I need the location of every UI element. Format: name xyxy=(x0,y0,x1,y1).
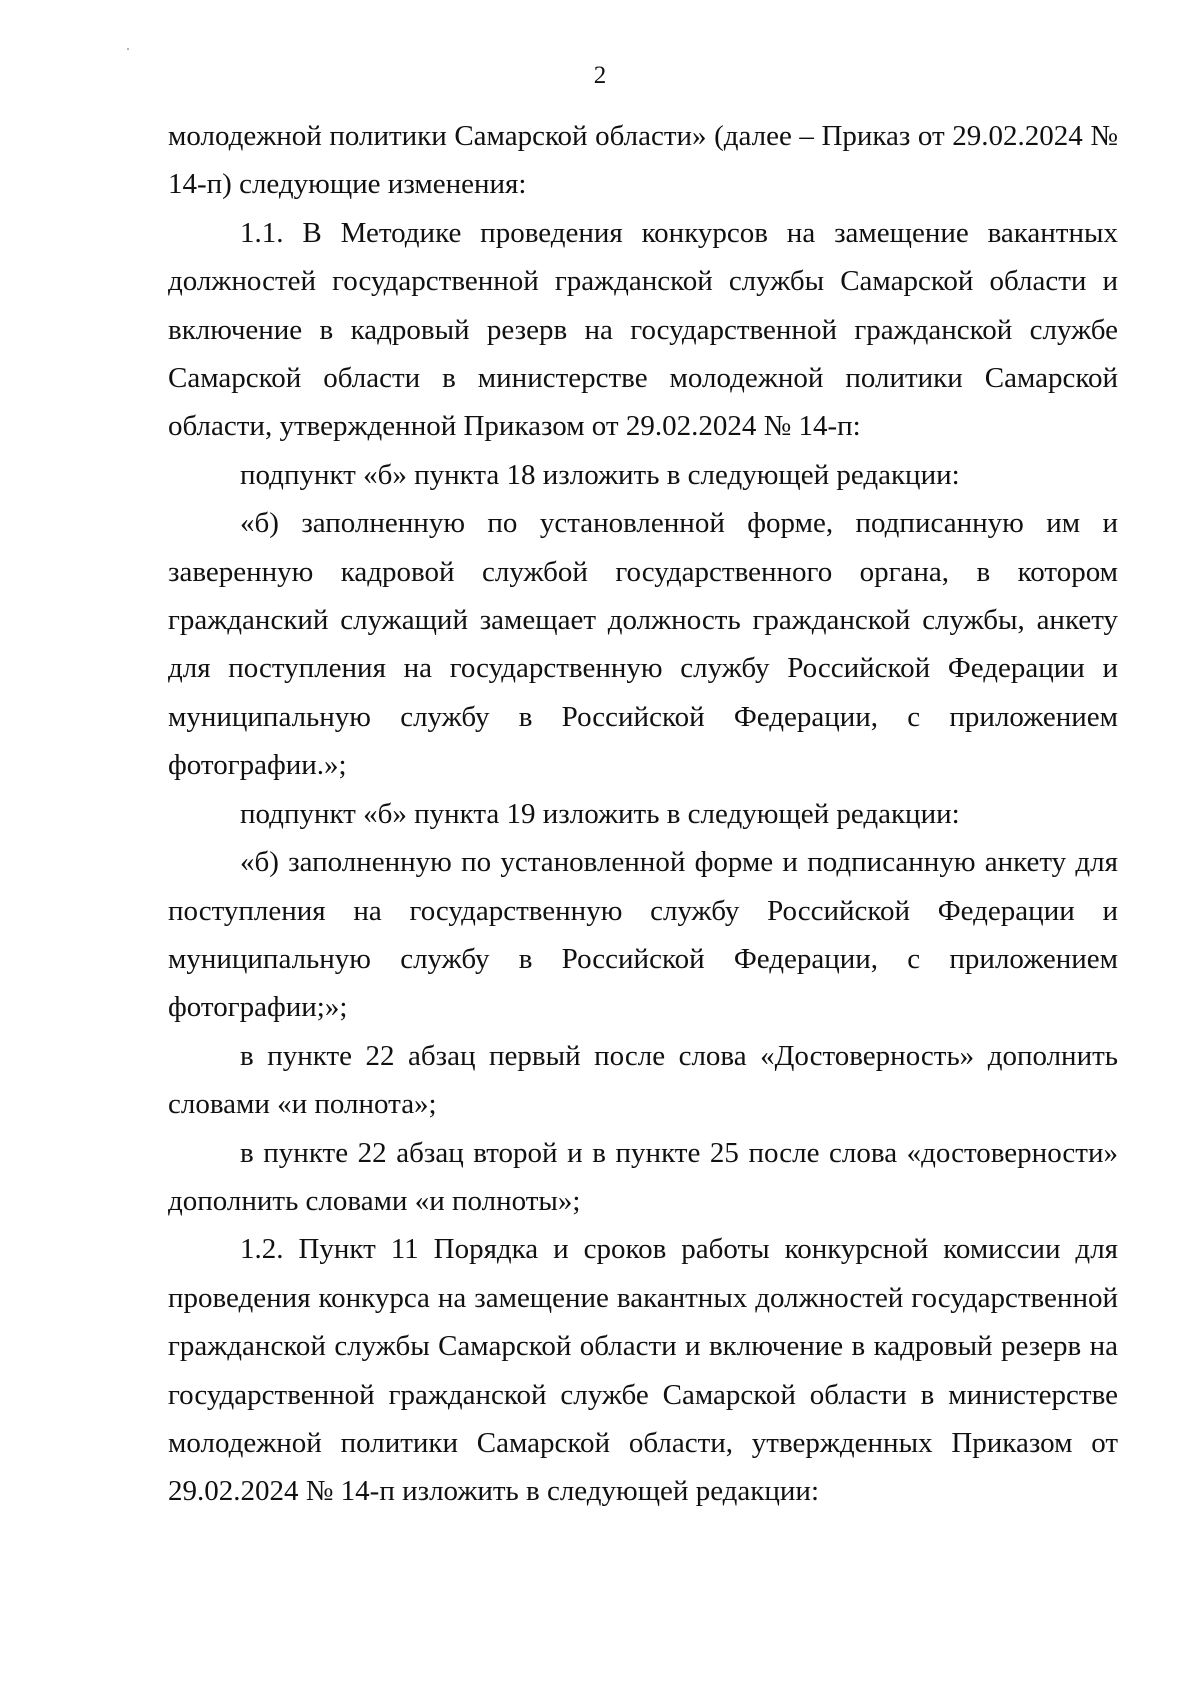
paragraph-subpoint-18-text: «б) заполненную по установленной форме, подписанную им и заверенную кадровой службой государственного органа, в котором гражданский служащий замещает должность гражданской службы, анкету для поступления на государственную службу Российской Федерации и муниципальную службу в Российской Федерации, с приложением фотографии.»; xyxy=(168,507,1118,782)
page-number: 2 xyxy=(593,62,607,89)
paragraph-subpoint-19: подпункт «б» пункта 19 изложить в следующей редакции: xyxy=(240,797,960,830)
paragraph-point-22-first: в пункте 22 абзац первый после слова «Достоверность» дополнить словами «и полнота»; xyxy=(168,1039,1118,1121)
paragraph-continuation: молодежной политики Самарской области» (далее – Приказ от 29.02.2024 № 14-п) следующие изменения: xyxy=(168,120,1118,201)
scan-speck xyxy=(127,48,129,50)
paragraph-1-1: 1.1. В Методике проведения конкурсов на замещение вакантных должностей государственной гражданской службы Самарской области и включение в кадровый резерв на государственной гражданской службе Самарской области в министерстве молодежной политики Самарской области, утвержденной Приказом от 29.02.2024 № 14-п: xyxy=(168,216,1118,443)
paragraph-subpoint-18: подпункт «б» пункта 18 изложить в следующей редакции: xyxy=(240,458,960,491)
paragraph-1-2: 1.2. Пункт 11 Порядка и сроков работы конкурсной комиссии для проведения конкурса на замещение вакантных должностей государственной гражданской службы Самарской области и включение в кадровый резерв на государственной гражданской службе Самарской области в министерстве молодежной политики Самарской области, утвержденных Приказом от 29.02.2024 № 14-п изложить в следующей редакции: xyxy=(168,1233,1118,1508)
paragraph-point-22-second: в пункте 22 абзац второй и в пункте 25 после слова «достоверности» дополнить словами «и полноты»; xyxy=(168,1136,1118,1217)
paragraph-subpoint-19-text: «б) заполненную по установленной форме и подписанную анкету для поступления на государственную службу Российской Федерации и муниципальную службу в Российской Федерации, с приложением фотографии;»; xyxy=(168,846,1118,1024)
document-body xyxy=(168,112,1118,1516)
